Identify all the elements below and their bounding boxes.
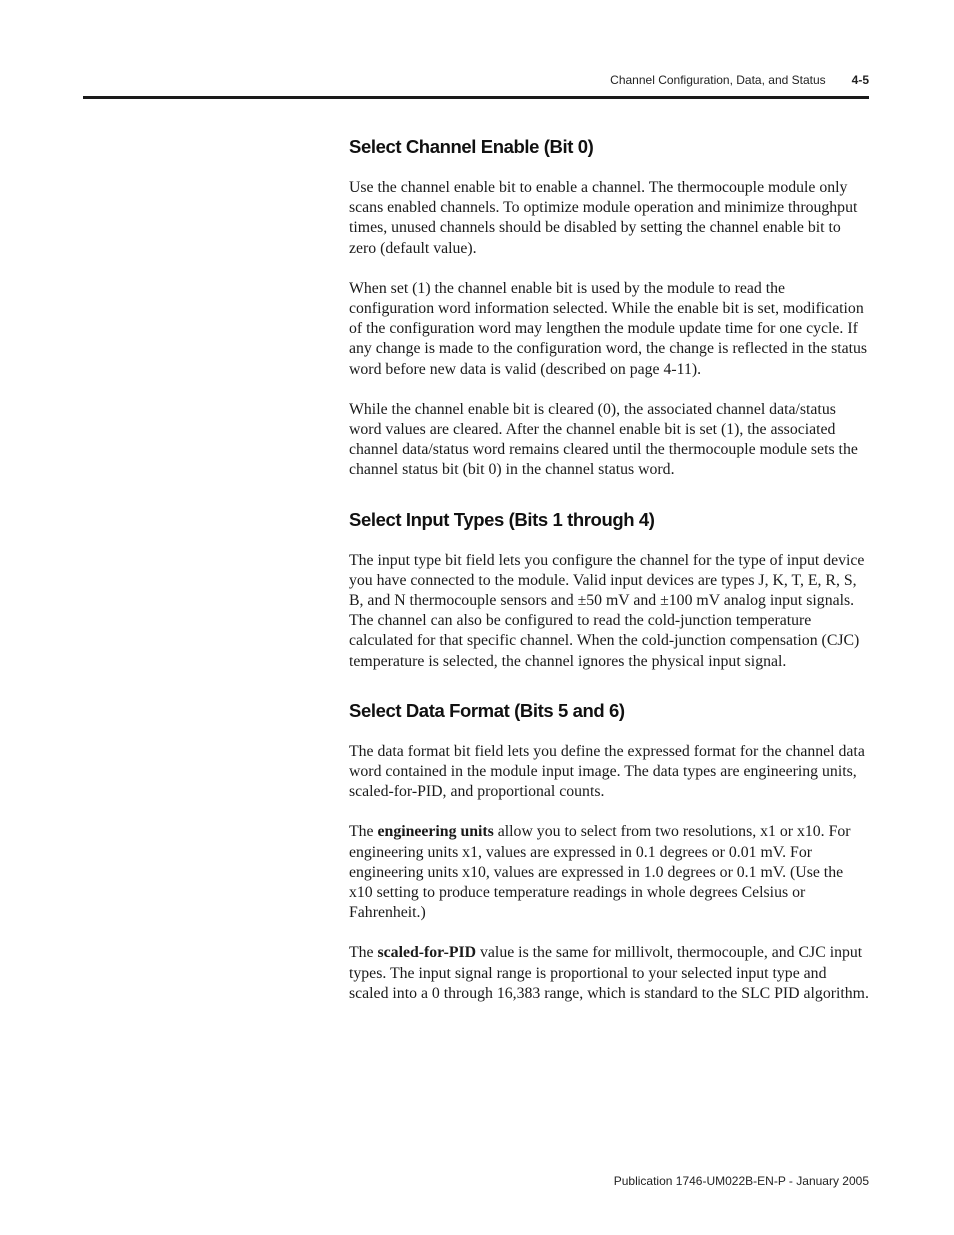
- paragraph: Use the channel enable bit to enable a channel. The thermocouple module only scans enabled channels. To optimize module operation and minimize throughput times, unused channels should be disabled by setting the channel enable bit to zero (default value).: [349, 179, 858, 257]
- page-number: 4-5: [851, 73, 869, 87]
- term-engineering-units: engineering units: [377, 823, 494, 841]
- paragraph: The input type bit field lets you configure the channel for the type of input device you have connected to the module. Valid input devices are types J, K, T, E, R, S, B, and N thermocouple sensors and ±50 mV and ±100 mV analog input signals. The channel can also be configured to read the cold-junction temperature calculated for that specific channel. When the cold-junction compensation (CJC) temperature is selected, the channel ignores the physical input signal.: [349, 551, 865, 670]
- paragraph: When set (1) the channel enable bit is used by the module to read the configuration word information selected. While the enable bit is set, modification of the configuration word may lengthen the module update time for one cycle. If any change is made to the configuration word, the change is reflected in the status word before new data is valid (described on page 4-11).: [349, 279, 868, 378]
- chapter-title: Channel Configuration, Data, and Status: [610, 73, 826, 87]
- paragraph: The data format bit field lets you define the expressed format for the channel data word contained in the module input image. The data types are engineering units, scaled-for-PID, and proportional counts.: [349, 742, 865, 801]
- paragraph-engineering-units: [349, 822, 869, 923]
- section-title-data-format: Select Data Format (Bits 5 and 6): [349, 699, 625, 721]
- term-scaled-for-pid: scaled-for-PID: [377, 944, 477, 962]
- text-run: The: [349, 823, 378, 841]
- text-run: value is the same for millivolt, thermocouple, and CJC input types. The input signal range is proportional to your selected input type and scaled into a 0 through 16,383 range, which is standard to the SLC PID algorithm.: [349, 944, 869, 1002]
- paragraph-scaled-for-pid: [349, 943, 869, 1004]
- text-run: The: [349, 944, 378, 962]
- header-rule: [83, 96, 869, 99]
- section-title-channel-enable: Select Channel Enable (Bit 0): [349, 136, 594, 157]
- running-header: [610, 73, 869, 87]
- text-run: allow you to select from two resolutions, x1 or x10. For engineering units x1, values are expressed in 0.1 degrees or 0.01 mV. For engineering units x10, values are expressed in 1.0 degrees or 0.1 mV. (Use the x10 setting to produce temperature readings in whole degrees Celsius or Fahrenheit.): [349, 823, 851, 922]
- section-title-input-types: Select Input Types (Bits 1 through 4): [349, 508, 655, 530]
- paragraph: While the channel enable bit is cleared (0), the associated channel data/status word values are cleared. After the channel enable bit is set (1), the associated channel data/status word remains cleared until the thermocouple module sets the channel status bit (bit 0) in the channel status word.: [349, 400, 858, 479]
- publication-footer: Publication 1746-UM022B-EN-P - January 2005: [613, 1174, 869, 1188]
- page-content: [349, 133, 869, 1004]
